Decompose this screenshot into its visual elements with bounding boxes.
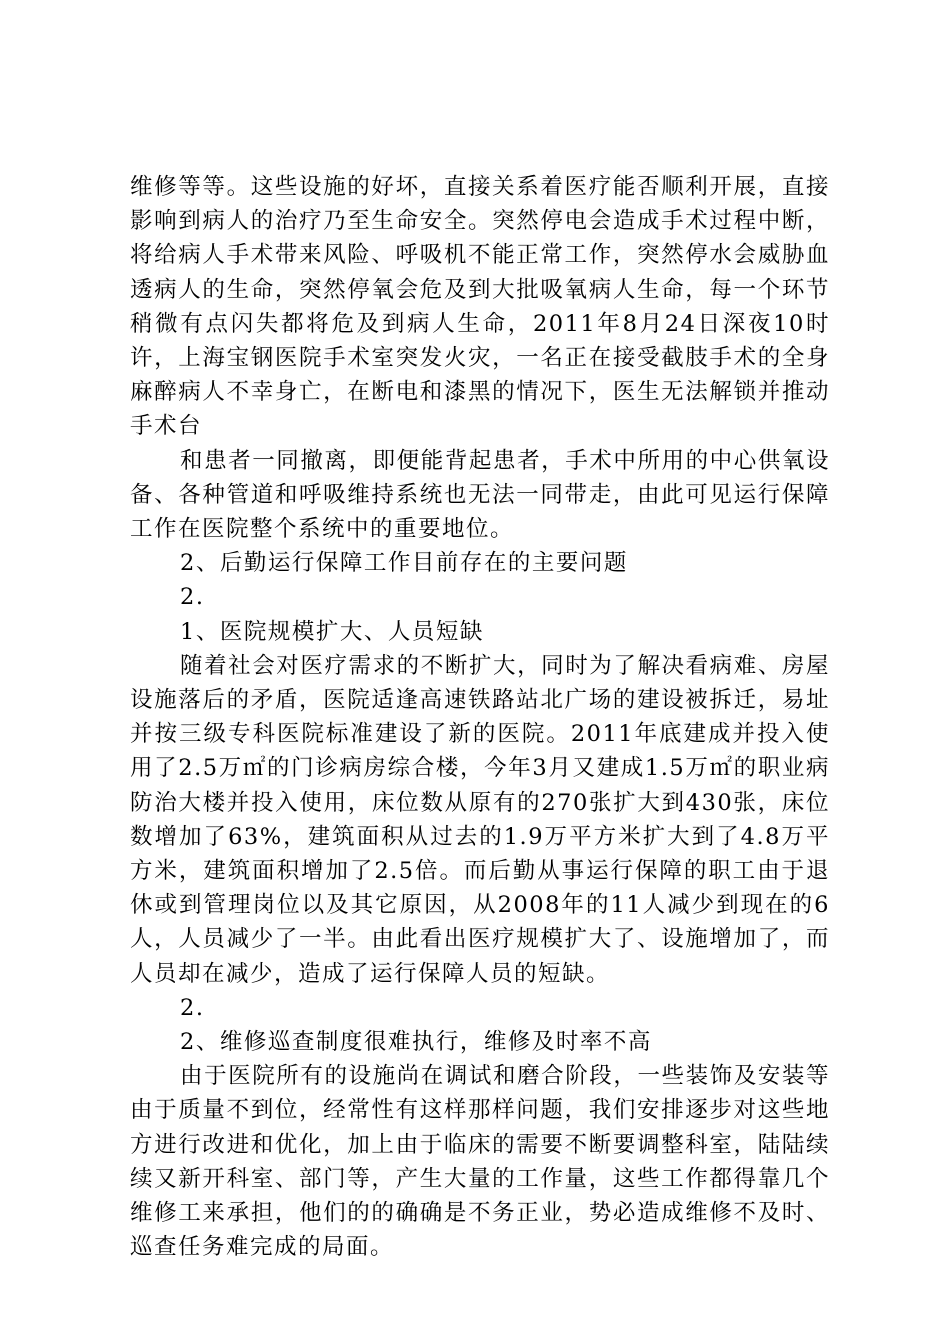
section-heading: 2、后勤运行保障工作目前存在的主要问题 (180, 550, 628, 577)
body-paragraph: 维修等等。这些设施的好坏，直接关系着医疗能否顺利开展，直接影响到病人的治疗乃至生命安全。突然停电会造成手术过程中断，将给病人手术带来风险、呼吸机不能正常工作，突然停水会威胁血透病人的生命，突然停氧会危及到大批吸氧病人生命，每一个环节稍微有点闪失都将危及到病人生命，2011年8月24日深夜10时许，上海宝钢医院手术室突发火灾，一名正在接受截肢手术的全身麻醉病人不幸身亡，在断电和漆黑的情况下，医生无法解锁并推动手术台 (130, 174, 830, 440)
subsection-heading: 1、医院规模扩大、人员短缺 (180, 618, 484, 645)
subsection-heading: 2、维修巡查制度很难执行，维修及时率不高 (180, 1029, 652, 1056)
body-paragraph: 由于医院所有的设施尚在调试和磨合阶段，一些装饰及安装等由于质量不到位，经常性有这样那样问题，我们安排逐步对这些地方进行改进和优化，加上由于临床的需要不断要调整科室，陆陆续续又新开科室、部门等，产生大量的工作量，这些工作都得靠几个维修工来承担，他们的的确确是不务正业，势必造成维修不及时、巡查任务难完成的局面。 (130, 1063, 830, 1261)
section-number: 2. (180, 584, 205, 611)
document-page (130, 170, 830, 1265)
body-paragraph: 和患者一同撤离，即便能背起患者，手术中所用的中心供氧设备、各种管道和呼吸维持系统也无法一同带走，由此可见运行保障工作在医院整个系统中的重要地位。 (130, 447, 830, 543)
body-paragraph: 随着社会对医疗需求的不断扩大，同时为了解决看病难、房屋设施落后的矛盾，医院适逢高速铁路站北广场的建设被拆迁，易址并按三级专科医院标准建设了新的医院。2011年底建成并投入使用了2.5万㎡的门诊病房综合楼，今年3月又建成1.5万㎡的职业病防治大楼并投入使用，床位数从原有的270张扩大到430张，床位数增加了63%，建筑面积从过去的1.9万平方米扩大到了4.8万平方米，建筑面积增加了2.5倍。而后勤从事运行保障的职工由于退休或到管理岗位以及其它原因，从2008年的11人减少到现在的6人，人员减少了一半。由此看出医疗规模扩大了、设施增加了，而人员却在减少，造成了运行保障人员的短缺。 (130, 652, 830, 987)
section-number: 2. (180, 994, 205, 1021)
